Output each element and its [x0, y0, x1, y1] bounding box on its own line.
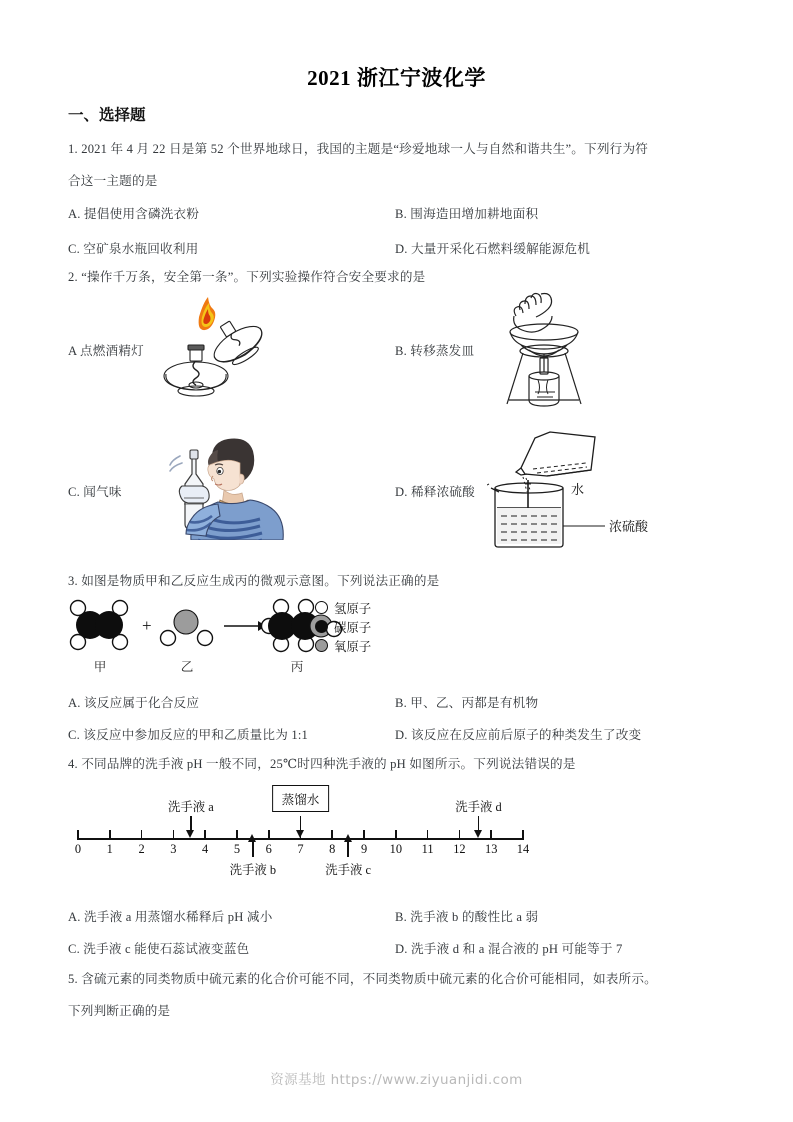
question-3-stem: 3. 如图是物质甲和乙反应生成丙的微观示意图。下列说法正确的是: [68, 574, 440, 588]
question-4-option-c[interactable]: C. 洗手液 c 能使石蕊试液变蓝色: [68, 942, 250, 956]
dilute-sulfuric-acid-figure: [487, 430, 677, 548]
ph-tick-4: [204, 830, 206, 840]
ph-tick-1: [109, 830, 111, 840]
boy-smelling-icon: [168, 428, 313, 540]
question-1-option-a[interactable]: A. 提倡使用含磷洗衣粉: [68, 207, 200, 221]
ph-tick-14: [522, 830, 524, 840]
question-3-option-b[interactable]: B. 甲、乙、丙都是有机物: [395, 696, 539, 710]
arrow-head: [344, 834, 352, 842]
molecule-label-bing: 丙: [290, 660, 304, 674]
ph-tick-label-14: 14: [516, 842, 530, 856]
legend-item-oxygen: [315, 636, 405, 655]
question-1-option-c[interactable]: C. 空矿泉水瓶回收利用: [68, 242, 199, 256]
ph-tick-label-7: 7: [297, 842, 304, 856]
water-label: 水: [571, 482, 585, 497]
ph-scale-figure: [68, 780, 708, 898]
ph-tick-13: [490, 830, 492, 840]
ph-tick-10: [395, 830, 397, 840]
ph-tick-8: [331, 830, 333, 840]
molecule-jia: [71, 601, 128, 650]
molecule-yi: [161, 610, 213, 646]
arrow-head: [248, 834, 256, 842]
ph-tick-label-9: 9: [360, 842, 368, 856]
plus-operator: +: [142, 616, 152, 635]
ph-marker-label-洗手液 d: 洗手液 d: [455, 800, 502, 814]
ph-tick-9: [363, 830, 365, 840]
section-heading: 一、选择题: [68, 107, 146, 124]
ph-marker-label-洗手液 a: 洗手液 a: [167, 800, 214, 814]
evaporating-dish-figure: [485, 288, 605, 408]
question-2-option-c[interactable]: C. 闻气味: [68, 485, 122, 499]
ph-marker-box-蒸馏水: 蒸馏水: [272, 785, 330, 812]
question-2-option-a[interactable]: A 点燃酒精灯: [68, 344, 144, 358]
ph-tick-label-1: 1: [106, 842, 113, 856]
question-4-option-d[interactable]: D. 洗手液 d 和 a 混合液的 pH 可能等于 7: [395, 942, 623, 956]
question-1-stem-line-1: 1. 2021 年 4 月 22 日是第 52 个世界地球日，我国的主题是“珍爱地球一人与自然和谐共生”。下列行为符: [68, 142, 649, 156]
question-2-option-d[interactable]: D. 稀释浓硫酸: [395, 485, 475, 499]
concentrated-acid-label: 浓硫酸: [609, 519, 649, 534]
legend-label-carbon: 碳原子: [334, 620, 372, 635]
ph-tick-label-12: 12: [453, 842, 466, 856]
hydrogen-atom-icon: [315, 601, 328, 614]
question-1-option-b[interactable]: B. 围海造田增加耕地面积: [395, 207, 539, 221]
ph-marker-label-洗手液 b: 洗手液 b: [229, 863, 277, 877]
question-4-stem: 4. 不同品牌的洗手液 pH 一般不同，25℃时四种洗手液的 pH 如图所示。下列说法错误的是: [68, 757, 576, 771]
question-3-option-c[interactable]: C. 该反应中参加反应的甲和乙质量比为 1:1: [68, 728, 309, 742]
ph-tick-label-6: 6: [265, 842, 272, 856]
alcohol-lamp-figure: [152, 292, 272, 407]
molecule-label-yi: 乙: [180, 660, 194, 674]
ph-marker-label-洗手液 c: 洗手液 c: [325, 863, 372, 877]
ph-tick-2: [141, 830, 143, 840]
question-1-stem-line-2: 合这一主题的是: [68, 174, 158, 188]
molecule-legend: [315, 598, 405, 660]
ph-tick-11: [427, 830, 429, 840]
question-4-option-a[interactable]: A. 洗手液 a 用蒸馏水稀释后 pH 减小: [68, 910, 273, 924]
alcohol-lamp-icon: [152, 292, 272, 407]
dilution-icon: [487, 430, 677, 548]
ph-tick-label-10: 10: [389, 842, 403, 856]
arrow-head: [296, 830, 304, 838]
legend-label-oxygen: 氧原子: [334, 639, 372, 654]
ph-tick-label-0: 0: [74, 842, 82, 856]
arrow-head: [186, 830, 194, 838]
question-5-stem-line-2: 下列判断正确的是: [68, 1004, 171, 1018]
question-3-option-d[interactable]: D. 该反应在反应前后原子的种类发生了改变: [395, 728, 642, 742]
ph-tick-3: [173, 830, 175, 840]
ph-tick-5: [236, 830, 238, 840]
ph-tick-label-11: 11: [421, 842, 434, 856]
molecule-label-jia: 甲: [93, 660, 107, 674]
smelling-gas-figure: [168, 428, 313, 540]
carbon-atom-icon: [315, 620, 328, 633]
legend-item-hydrogen: [315, 598, 405, 617]
page-title: 2021 浙江宁波化学: [307, 66, 486, 90]
ph-tick-6: [268, 830, 270, 840]
arrow-stem: [347, 842, 349, 857]
question-2-stem: 2. “操作千万条，安全第一条”。下列实验操作符合安全要求的是: [68, 270, 426, 284]
ph-tick-label-3: 3: [170, 842, 177, 856]
legend-label-hydrogen: 氢原子: [334, 601, 372, 616]
oxygen-atom-icon: [315, 639, 328, 652]
question-2-option-b[interactable]: B. 转移蒸发皿: [395, 344, 475, 358]
reaction-arrow: [224, 621, 266, 631]
site-watermark: 资源基地 https://www.ziyuanjidi.com: [270, 1072, 523, 1088]
ph-tick-label-8: 8: [329, 842, 336, 856]
ph-tick-0: [77, 830, 79, 840]
question-3-option-a[interactable]: A. 该反应属于化合反应: [68, 696, 200, 710]
evaporating-dish-icon: [485, 288, 605, 408]
question-4-option-b[interactable]: B. 洗手液 b 的酸性比 a 弱: [395, 910, 539, 924]
question-5-stem-line-1: 5. 含硫元素的同类物质中硫元素的化合价可能不同，不同类物质中硫元素的化合价可能相同，如表所示。: [68, 972, 657, 986]
question-1-option-d[interactable]: D. 大量开采化石燃料缓解能源危机: [395, 242, 591, 256]
arrow-stem: [252, 842, 254, 857]
ph-tick-label-4: 4: [202, 842, 209, 856]
ph-tick-label-2: 2: [138, 842, 145, 856]
legend-item-carbon: [315, 617, 405, 636]
flame-icon: [199, 297, 216, 330]
ph-tick-12: [459, 830, 461, 840]
arrow-head: [474, 830, 482, 838]
ph-tick-label-13: 13: [485, 842, 498, 856]
ph-tick-label-5: 5: [233, 842, 241, 856]
